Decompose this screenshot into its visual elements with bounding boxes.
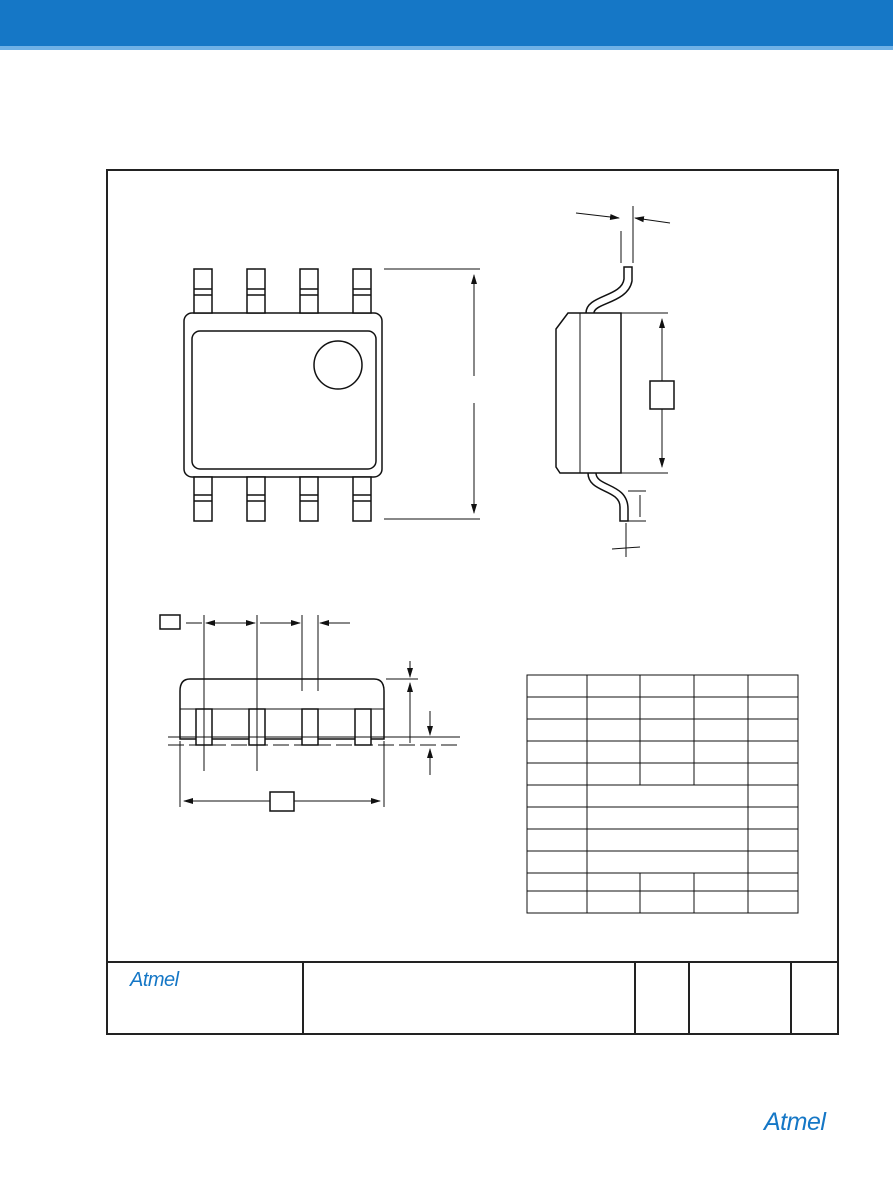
title-block-drawing-no-cell — [636, 963, 690, 1035]
title-block-logo-cell — [108, 963, 304, 1035]
title-block — [108, 961, 837, 1035]
package-outline-drawing — [108, 171, 837, 961]
side-view — [556, 206, 674, 557]
package-drawing-frame — [106, 169, 839, 1035]
top-view — [184, 269, 480, 521]
end-view — [160, 615, 460, 811]
title-block-title-cell — [304, 963, 636, 1035]
atmel-logo: Atmel — [130, 969, 179, 991]
footer-atmel-logo: Atmel — [764, 1108, 826, 1136]
title-block-rev-cell — [690, 963, 792, 1035]
header-bar — [0, 0, 893, 50]
dimensions-table — [527, 675, 798, 913]
